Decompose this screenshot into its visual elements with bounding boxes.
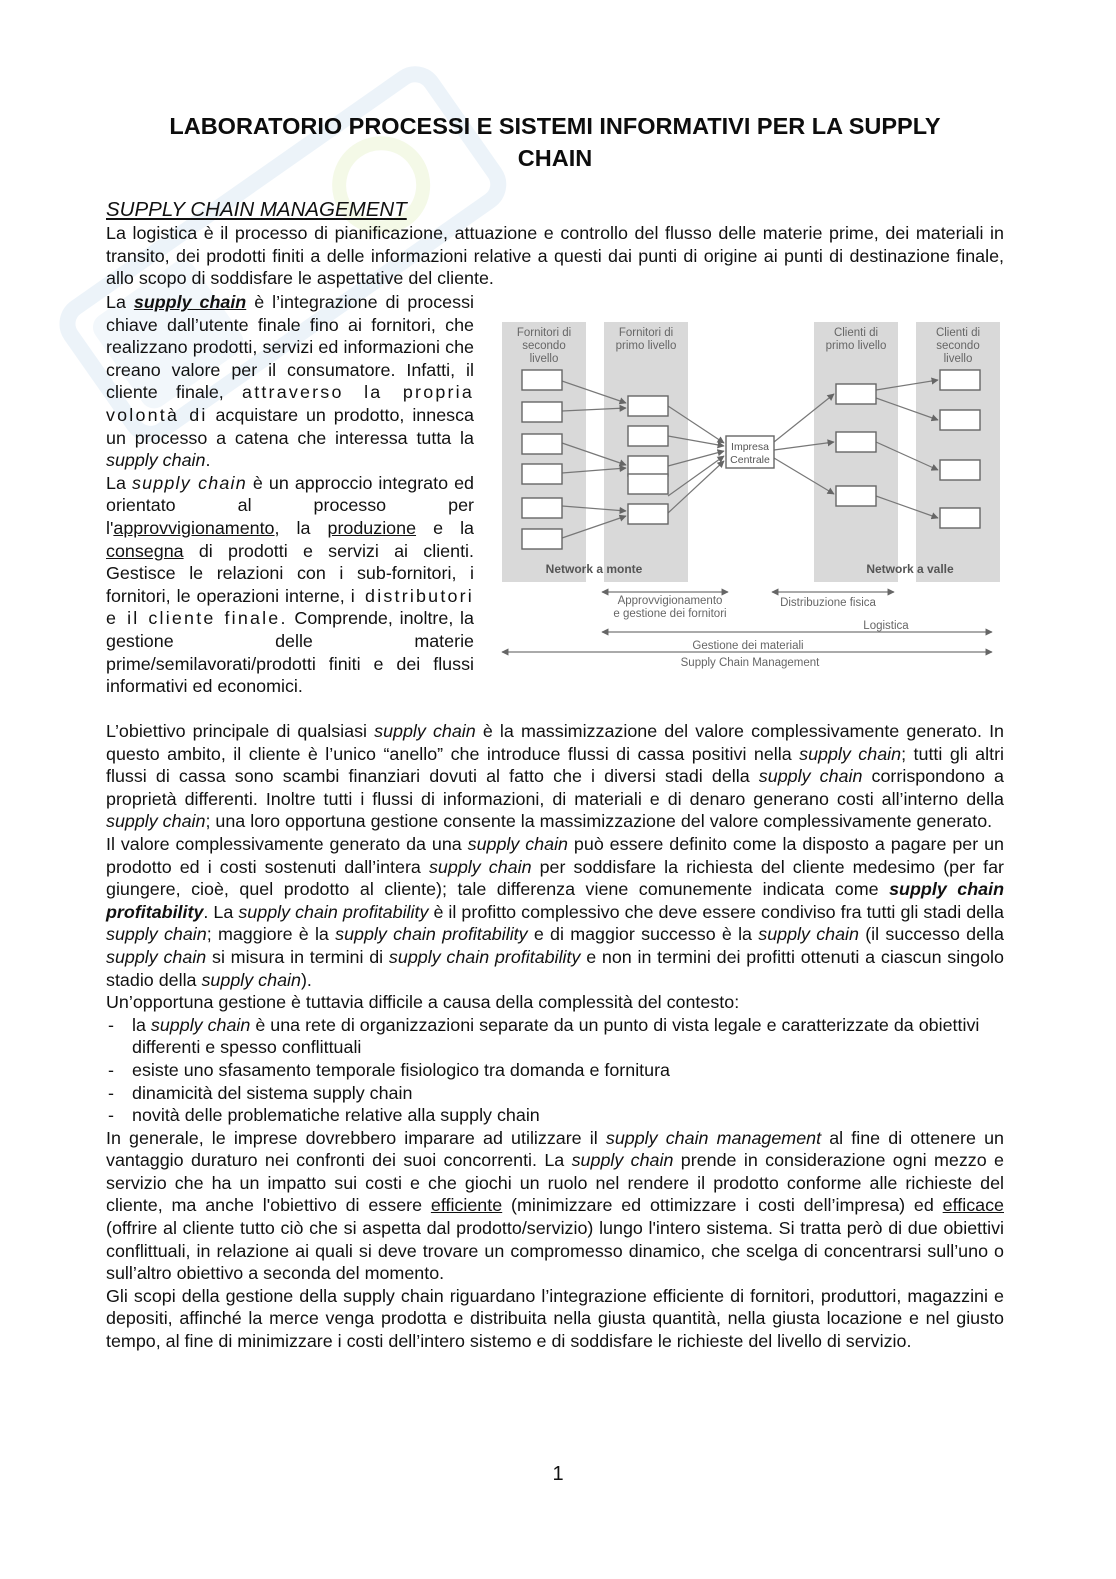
col3-heading-1: Clienti di bbox=[833, 327, 879, 339]
link-produzione[interactable]: produzione bbox=[327, 517, 417, 538]
procurement-label-1: Approvvigionamento bbox=[617, 595, 723, 607]
node-supplier-2 bbox=[522, 402, 562, 422]
body-text bbox=[106, 720, 1004, 1353]
left-column-text bbox=[106, 291, 474, 698]
materials-label: Gestione dei materiali bbox=[692, 640, 804, 652]
col4-heading-1: Clienti di bbox=[935, 327, 981, 339]
col1-heading-3: livello bbox=[529, 353, 559, 365]
paragraph-definition: La supply chain è l’integrazione di processi chiave dall’utente finale fino ai fornitori, che realizzano prodotti, servizi ed informazioni che creano valore per il consumatore. Infatti, il cliente finale, attraverso la propria volontà di acquistare un prodotto, innesca un processo a catena che interessa tutta la supply chain. bbox=[106, 292, 475, 471]
node-supplier-1 bbox=[628, 426, 668, 446]
section-heading: SUPPLY CHAIN MANAGEMENT bbox=[106, 198, 407, 221]
col3-heading-2: primo livello bbox=[825, 340, 887, 352]
paragraph-complexity: Un’opportuna gestione è tuttavia difficile a causa della complessità del contesto: bbox=[106, 992, 740, 1013]
node-customer-1 bbox=[836, 432, 876, 452]
paragraph-goals: Gli scopi della gestione della supply chain riguardano l’integrazione efficiente di fornitori, produttori, magazzini e depositi, affinché la merce venga prodotta e distribuita nella giusta quantità, nella giusta locazione e nel giusto tempo, al fine di minimizzare i costi dell’intero sistemo e di soddisfare le richieste del livello di servizio. bbox=[106, 1285, 1004, 1352]
document-title: LABORATORIO PROCESSI E SISTEMI INFORMATIVI PER LA SUPPLY CHAIN bbox=[169, 113, 941, 171]
logistics-label: Logistica bbox=[863, 620, 909, 632]
list-item: - novità delle problematiche relative alla supply chain bbox=[106, 1104, 1004, 1127]
col1-heading-2: secondo bbox=[522, 340, 566, 352]
paragraph-management: In generale, le imprese dovrebbero imparare ad utilizzare il supply chain management al fine di ottenere un vantaggio duraturo nei confronti dei suoi concorrenti. La supply chain prende in considerazione ogni mezzo e servizio che ha un impatto sui costi e che giochi un ruolo nel rendere il prodotto conforme alle richieste del cliente, ma anche l'obiettivo di essere efficiente (minimizzare ed ottimizzare i costi dell’impresa) ed efficace (offrire al cliente tutto ciò che si aspetta dal prodotto/servizio) lungo l'intero sistema. Si tratta però di due obiettivi conflittuali, in relazione ai quali si deve trovare un compromesso dinamico, che scelga di concentrarsi sull’uno o sull’altro obiettivo a seconda del momento. bbox=[106, 1127, 1004, 1284]
col2-heading-2: primo livello bbox=[615, 340, 677, 352]
central-label-1: Impresa bbox=[731, 441, 769, 453]
node-supplier-2 bbox=[522, 370, 562, 390]
intro-paragraph: La logistica è il processo di pianificazione, attuazione e controllo del flusso delle materie prime, dei materiali in transito, dei prodotti finiti a delle informazioni relative a questi dai punti di origine ai punti di destinazione finale, allo scopo di soddisfare le aspettative del cliente. bbox=[106, 223, 1004, 289]
node-supplier-2 bbox=[522, 529, 562, 549]
list-item: - la supply chain è una rete di organizzazioni separate da un punto di vista legale e caratterizzate da obiettivi differenti e spesso conflittuali bbox=[106, 1014, 1004, 1059]
paragraph-approach: La supply chain è un approccio integrato ed orientato al processo per l'approvvigionamento, la produzione e la consegna di prodotti e servizi ai clienti. Gestisce le relazioni con i sub-fornitori, i fornitori, le operazioni interne, i distributori e il cliente finale. Comprende, inoltre, la gestione delle materie prime/semilavorati/prodotti finiti e dei flussi informativi ed economici. bbox=[106, 472, 474, 697]
central-label-2: Centrale bbox=[730, 454, 770, 466]
band-suppliers-1 bbox=[604, 322, 688, 582]
list-item: - esiste uno sfasamento temporale fisiologico tra domanda e fornitura bbox=[106, 1059, 1004, 1082]
node-supplier-1 bbox=[628, 504, 668, 524]
supply-chain-term: supply chain bbox=[133, 292, 247, 312]
scm-label: Supply Chain Management bbox=[680, 657, 820, 669]
page-number: 1 bbox=[552, 1463, 564, 1485]
node-customer-2 bbox=[940, 460, 980, 480]
node-supplier-2 bbox=[522, 464, 562, 484]
node-supplier-2 bbox=[522, 498, 562, 518]
procurement-label-2: e gestione dei fornitori bbox=[613, 608, 727, 620]
node-customer-2 bbox=[940, 508, 980, 528]
link-efficace[interactable]: efficace bbox=[942, 1195, 1004, 1216]
col2-heading-1: Fornitori di bbox=[618, 327, 674, 339]
paragraph-value: Il valore complessivamente generato da una supply chain può essere definito come la disposto a pagare per un prodotto ed i costi sostenuti dall’intera supply chain per soddisfare la richiesta del cliente medesimo (per far giungere, cioè, quel prodotto al cliente); tale differenza viene comunemente indicata come supply chain profitability. La supply chain profitability è il profitto complessivo che deve essere condiviso fra tutti gli stadi della supply chain; maggiore è la supply chain profitability e di maggior successo è la supply chain (il successo della supply chain si misura in termini di supply chain profitability e non in termini dei profitti ottenuti a ciascun singolo stadio della supply chain). bbox=[106, 833, 1004, 990]
supply-chain-diagram bbox=[498, 318, 1004, 676]
link-efficiente[interactable]: efficiente bbox=[430, 1195, 503, 1216]
node-customer-2 bbox=[940, 410, 980, 430]
network-down-label: Network a valle bbox=[866, 562, 954, 576]
node-supplier-2 bbox=[522, 434, 562, 454]
col4-heading-2: secondo bbox=[936, 340, 980, 352]
node-supplier-1 bbox=[628, 396, 668, 416]
node-supplier-1 bbox=[628, 456, 668, 476]
link-consegna[interactable]: consegna bbox=[106, 540, 184, 561]
node-customer-2 bbox=[940, 370, 980, 390]
col4-heading-3: livello bbox=[943, 353, 973, 365]
network-up-label: Network a monte bbox=[545, 562, 643, 576]
paragraph-objective: L’obiettivo principale di qualsiasi supply chain è la massimizzazione del valore complessivamente generato. In questo ambito, il cliente è l’unico “anello” che introduce flussi di cassa positivi nella supply chain; tutti gli altri flussi di cassa sono scambi finanziari dovuti al fatto che i diversi stadi della supply chain corrispondono a proprietà differenti. Inoltre tutti i flussi di informazioni, di materiali e di denaro generano costi all’interno della supply chain; una loro opportuna gestione consente la massimizzazione del valore complessivamente generato. bbox=[106, 721, 1004, 832]
complexity-list bbox=[106, 1014, 1004, 1127]
distribution-label: Distribuzione fisica bbox=[780, 597, 876, 609]
node-supplier-1 bbox=[628, 474, 668, 494]
list-item: - dinamicità del sistema supply chain bbox=[106, 1082, 1004, 1105]
link-approvvigionamento[interactable]: approvvigionamento bbox=[113, 517, 275, 538]
node-customer-1 bbox=[836, 384, 876, 404]
col1-heading-1: Fornitori di bbox=[516, 327, 572, 339]
node-customer-1 bbox=[836, 486, 876, 506]
